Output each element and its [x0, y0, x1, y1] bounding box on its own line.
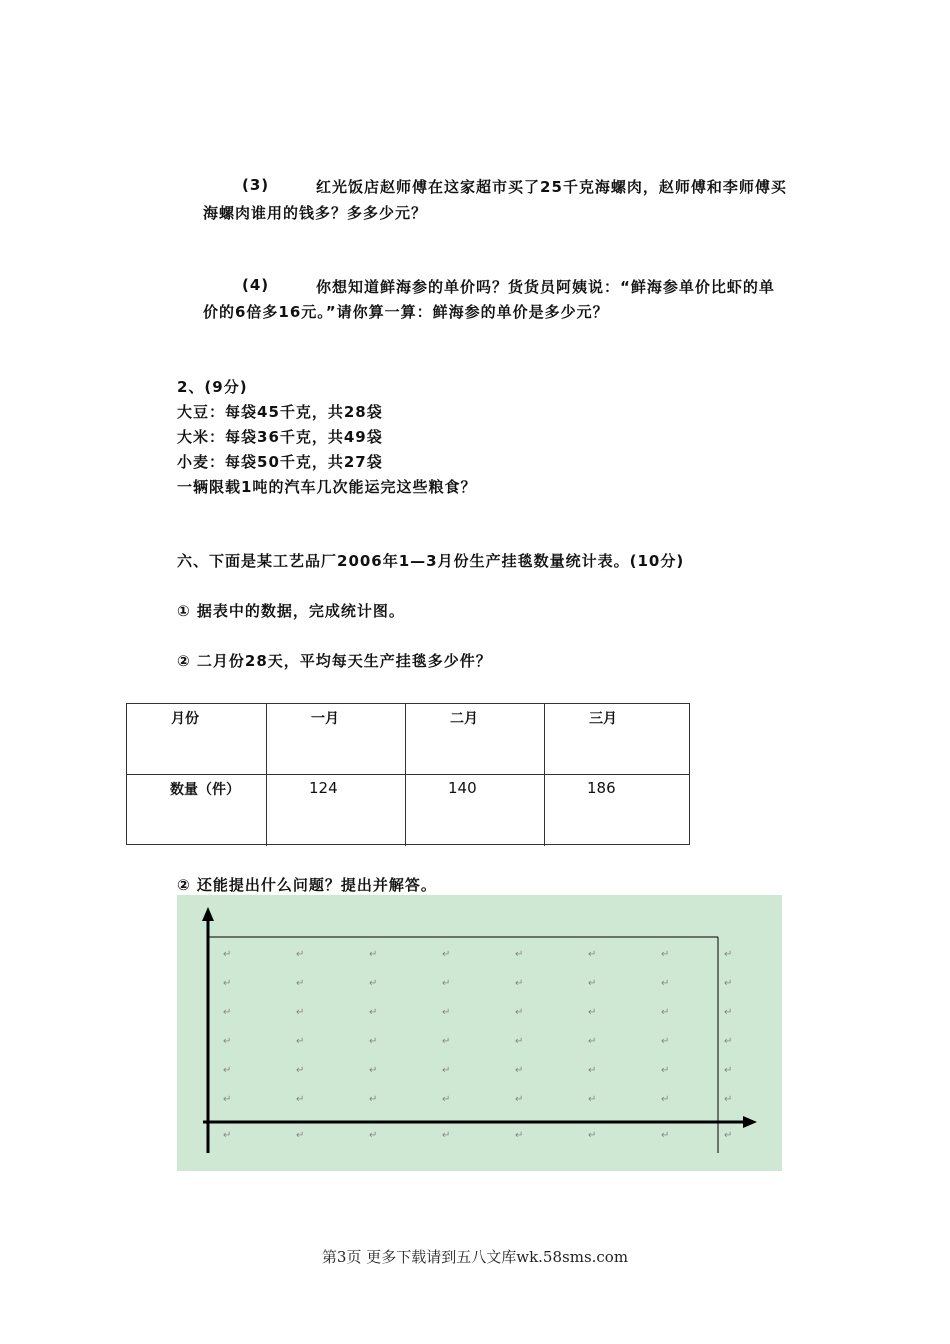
paragraph-mark-icon: ↵: [369, 1007, 378, 1018]
paragraph-mark-icon: ↵: [515, 1065, 524, 1076]
paragraph-mark-icon: ↵: [296, 1094, 305, 1105]
page-footer: 第3页 更多下载请到五八文库wk.58sms.com: [321, 1248, 629, 1266]
paragraph-mark-icon: ↵: [724, 1036, 733, 1047]
paragraph-mark-icon: ↵: [296, 1130, 305, 1141]
table-cell: [405, 775, 544, 846]
value-feb: 140: [448, 779, 477, 797]
q3-line2: 海螺肉谁用的钱多？多多少元？: [203, 204, 428, 222]
table-cell: [127, 704, 266, 774]
paragraph-mark-icon: ↵: [223, 1094, 232, 1105]
p2-line-soybean: 大豆：每袋45千克，共28袋: [177, 403, 383, 421]
table-header-row: [127, 704, 689, 774]
paragraph-mark-icon: ↵: [296, 978, 305, 989]
paragraph-mark-icon: ↵: [223, 1065, 232, 1076]
paragraph-mark-icon: ↵: [223, 1130, 232, 1141]
paragraph-mark-icon: ↵: [442, 1094, 451, 1105]
table-row: [127, 774, 689, 846]
table-cell: [127, 775, 266, 846]
q4-line2: 价的6倍多16元。”请你算一算：鲜海参的单价是多少元？: [203, 303, 609, 321]
paragraph-mark-icon: ↵: [369, 1036, 378, 1047]
p2-line-rice: 大米：每袋36千克，共49袋: [177, 428, 383, 446]
s6-item3: ② 还能提出什么问题？提出并解答。: [177, 876, 437, 894]
paragraph-mark-icon: ↵: [296, 1007, 305, 1018]
header-jan: 一月: [311, 711, 339, 727]
stats-table: [126, 703, 690, 845]
paragraph-mark-icon: ↵: [442, 1007, 451, 1018]
p2-line-wheat: 小麦：每袋50千克，共27袋: [177, 453, 383, 471]
paragraph-mark-icon: ↵: [724, 1065, 733, 1076]
paragraph-mark-icon: ↵: [588, 1065, 597, 1076]
paragraph-mark-icon: ↵: [369, 978, 378, 989]
paragraph-mark-icon: ↵: [442, 1036, 451, 1047]
paragraph-mark-icon: ↵: [515, 1036, 524, 1047]
paragraph-mark-icon: ↵: [369, 949, 378, 960]
chart-grid-panel: [177, 895, 782, 1171]
table-cell: [266, 704, 405, 774]
paragraph-mark-icon: ↵: [442, 949, 451, 960]
paragraph-mark-icon: ↵: [515, 949, 524, 960]
q4-number: (4): [242, 276, 270, 294]
paragraph-mark-icon: ↵: [515, 1007, 524, 1018]
paragraph-mark-icon: ↵: [442, 1130, 451, 1141]
paragraph-mark-icon: ↵: [588, 949, 597, 960]
paragraph-mark-icon: ↵: [223, 1007, 232, 1018]
paragraph-mark-icon: ↵: [661, 1036, 670, 1047]
paragraph-mark-icon: ↵: [724, 1007, 733, 1018]
blank-chart-svg: [177, 895, 782, 1171]
p2-question: 一辆限载1吨的汽车几次能运完这些粮食？: [177, 478, 477, 496]
grid-marks: [223, 949, 732, 1141]
paragraph-mark-icon: ↵: [661, 1007, 670, 1018]
y-axis-arrow-icon: [202, 907, 214, 921]
header-mar: 三月: [589, 711, 617, 727]
paragraph-mark-icon: ↵: [442, 978, 451, 989]
paragraph-mark-icon: ↵: [515, 978, 524, 989]
paragraph-mark-icon: ↵: [588, 1130, 597, 1141]
paragraph-mark-icon: ↵: [724, 949, 733, 960]
paragraph-mark-icon: ↵: [223, 1036, 232, 1047]
paragraph-mark-icon: ↵: [442, 1065, 451, 1076]
table-cell: [544, 704, 690, 774]
paragraph-mark-icon: ↵: [588, 1036, 597, 1047]
paragraph-mark-icon: ↵: [223, 978, 232, 989]
paragraph-mark-icon: ↵: [661, 1130, 670, 1141]
value-mar: 186: [587, 779, 616, 797]
paragraph-mark-icon: ↵: [223, 949, 232, 960]
p2-title: 2、(9分): [177, 378, 248, 396]
paragraph-mark-icon: ↵: [369, 1130, 378, 1141]
q4-line1: 你想知道鲜海参的单价吗？货货员阿姨说：“鲜海参单价比虾的单: [316, 278, 775, 296]
value-jan: 124: [309, 779, 338, 797]
q3-line1: 红光饭店赵师傅在这家超市买了25千克海螺肉，赵师傅和李师傅买: [316, 178, 787, 196]
paragraph-mark-icon: ↵: [296, 949, 305, 960]
row-quantity-label: 数量（件）: [170, 782, 240, 798]
s6-item2: ② 二月份28天，平均每天生产挂毯多少件？: [177, 652, 492, 670]
paragraph-mark-icon: ↵: [661, 1094, 670, 1105]
x-axis-arrow-icon: [743, 1116, 757, 1128]
header-feb: 二月: [450, 711, 478, 727]
paragraph-mark-icon: ↵: [724, 1130, 733, 1141]
q3-number: (3): [242, 176, 270, 194]
paragraph-mark-icon: ↵: [661, 978, 670, 989]
table-cell: [405, 704, 544, 774]
paragraph-mark-icon: ↵: [661, 1065, 670, 1076]
header-month-label: 月份: [171, 711, 199, 727]
paragraph-mark-icon: ↵: [369, 1065, 378, 1076]
table-cell: [544, 775, 690, 846]
paragraph-mark-icon: ↵: [296, 1065, 305, 1076]
paragraph-mark-icon: ↵: [515, 1130, 524, 1141]
paragraph-mark-icon: ↵: [369, 1094, 378, 1105]
paragraph-mark-icon: ↵: [296, 1036, 305, 1047]
paragraph-mark-icon: ↵: [588, 1094, 597, 1105]
paragraph-mark-icon: ↵: [515, 1094, 524, 1105]
table-cell: [266, 775, 405, 846]
s6-title: 六、下面是某工艺品厂2006年1—3月份生产挂毯数量统计表。(10分): [177, 552, 685, 570]
paragraph-mark-icon: ↵: [724, 978, 733, 989]
paragraph-mark-icon: ↵: [588, 1007, 597, 1018]
paragraph-mark-icon: ↵: [661, 949, 670, 960]
paragraph-mark-icon: ↵: [588, 978, 597, 989]
s6-item1: ① 据表中的数据，完成统计图。: [177, 602, 405, 620]
paragraph-mark-icon: ↵: [724, 1094, 733, 1105]
